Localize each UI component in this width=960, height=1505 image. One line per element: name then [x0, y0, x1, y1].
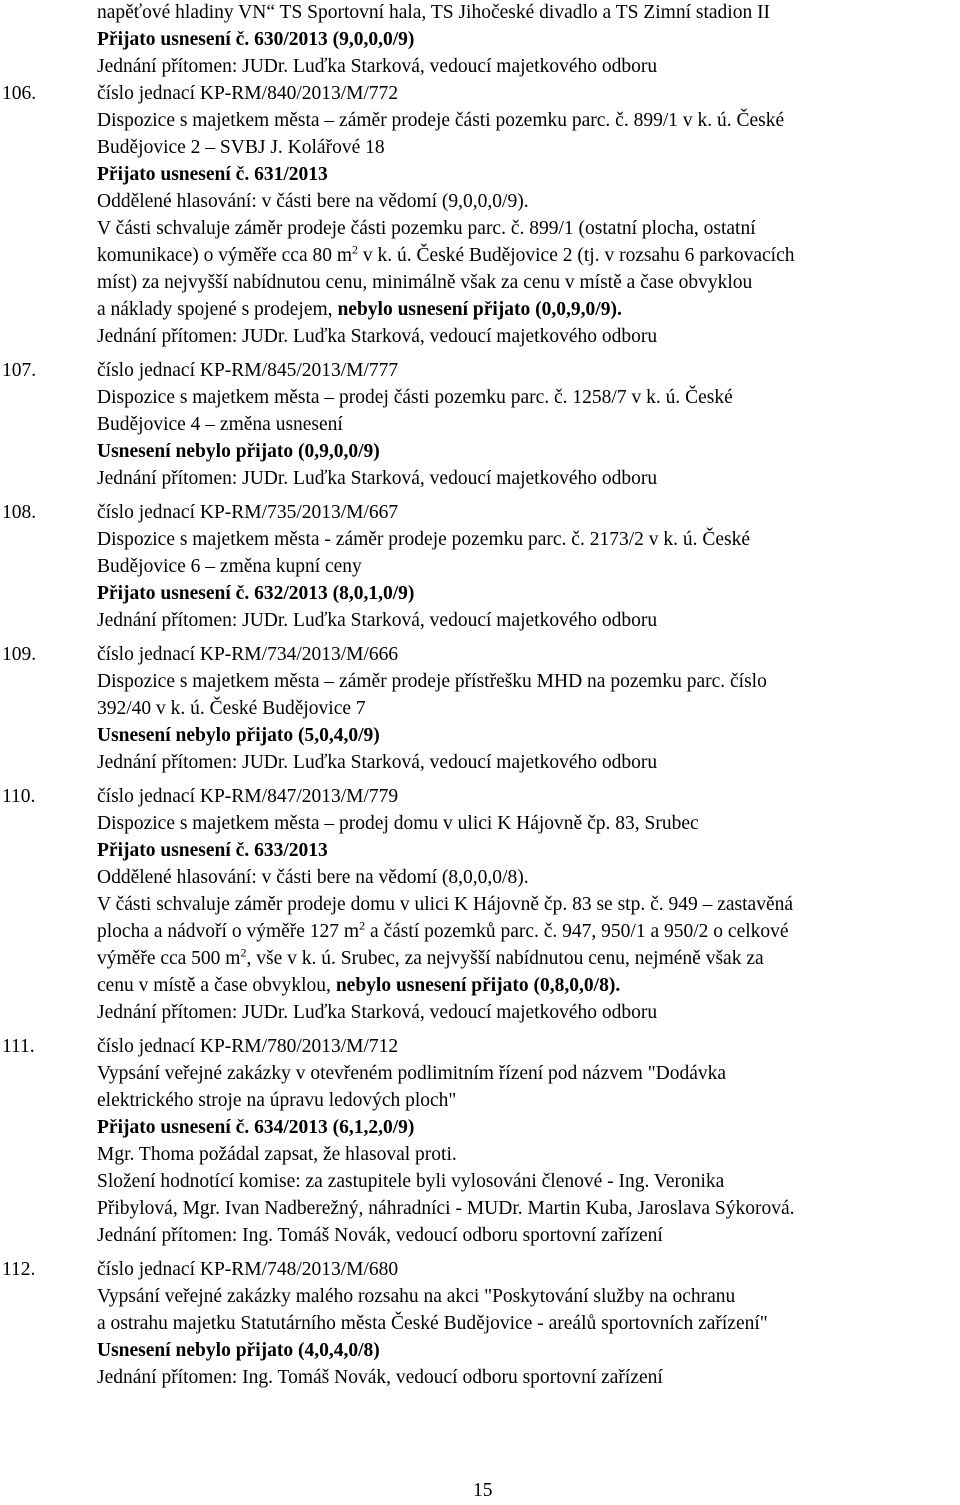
- item-title-line: elektrického stroje na úpravu ledových ploch": [97, 1090, 457, 1111]
- resolution-text: Přijato usnesení č. 630/2013 (9,0,0,0/9): [97, 29, 415, 50]
- present-text: Jednání přítomen: JUDr. Luďka Starková, vedoucí majetkového odboru: [97, 326, 658, 347]
- item-number: 110.: [2, 786, 36, 807]
- item-number: 112.: [2, 1259, 36, 1280]
- resolution-inline: nebylo usnesení přijato (0,8,0,0/8).: [335, 975, 621, 996]
- present-text: Jednání přítomen: Ing. Tomáš Novák, vedoucí odboru sportovní zařízení: [97, 1225, 663, 1246]
- page-number: 15: [473, 1480, 493, 1501]
- item-ref: číslo jednací KP-RM/780/2013/M/712: [97, 1036, 399, 1057]
- item-title-line: Budějovice 6 – změna kupní ceny: [97, 556, 362, 577]
- item-ref: číslo jednací KP-RM/748/2013/M/680: [97, 1259, 399, 1280]
- resolution-text: Usnesení nebylo přijato (4,0,4,0/8): [97, 1340, 380, 1361]
- item-ref: číslo jednací KP-RM/840/2013/M/772: [97, 83, 399, 104]
- resolution-text: Přijato usnesení č. 631/2013: [97, 164, 328, 185]
- present-text: Jednání přítomen: JUDr. Luďka Starková, vedoucí majetkového odboru: [97, 468, 658, 489]
- detail-text: komunikace) o výměře cca 80 m: [97, 245, 353, 266]
- item-title-line: Dispozice s majetkem města - záměr prodeje pozemku parc. č. 2173/2 v k. ú. České: [97, 529, 751, 550]
- present-text: Jednání přítomen: JUDr. Luďka Starková, vedoucí majetkového odboru: [97, 610, 658, 631]
- detail-text: výměře cca 500 m: [97, 948, 241, 969]
- superscript: 2: [359, 918, 366, 933]
- item-title-line: Dispozice s majetkem města – záměr prodeje přístřešku MHD na pozemku parc. číslo: [97, 671, 767, 692]
- present-text: Jednání přítomen: Ing. Tomáš Novák, vedoucí odboru sportovní zařízení: [97, 1367, 663, 1388]
- detail-line: [97, 919, 789, 946]
- resolution-text: Usnesení nebylo přijato (5,0,4,0/9): [97, 725, 380, 746]
- intro-line: napěťové hladiny VN“ TS Sportovní hala, TS Jihočeské divadlo a TS Zimní stadion II: [97, 2, 771, 23]
- vote-line: Oddělené hlasování: v části bere na vědomí (9,0,0,0/9).: [97, 191, 529, 212]
- item-ref: číslo jednací KP-RM/734/2013/M/666: [97, 644, 399, 665]
- superscript: 2: [352, 242, 359, 257]
- item-title-line: Dispozice s majetkem města – prodej části pozemku parc. č. 1258/7 v k. ú. České: [97, 387, 733, 408]
- vote-line: Oddělené hlasování: v části bere na vědomí (8,0,0,0/8).: [97, 867, 529, 888]
- item-title-line: Dispozice s majetkem města – prodej domu v ulici K Hájovně čp. 83, Srubec: [97, 813, 699, 834]
- item-title-line: Vypsání veřejné zakázky v otevřeném podlimitním řízení pod názvem "Dodávka: [97, 1063, 727, 1084]
- resolution-inline: nebylo usnesení přijato (0,0,9,0/9).: [337, 299, 622, 320]
- detail-line: [97, 243, 795, 270]
- detail-line: [97, 973, 620, 1000]
- note-line: Složení hodnotící komise: za zastupitele byli vylosováni členové - Ing. Veronika: [97, 1171, 725, 1192]
- resolution-text: Usnesení nebylo přijato (0,9,0,0/9): [97, 441, 380, 462]
- item-title-line: 392/40 v k. ú. České Budějovice 7: [97, 698, 366, 719]
- detail-text: a náklady spojené s prodejem,: [97, 299, 338, 320]
- detail-text: , vše v k. ú. Srubec, za nejvyšší nabídnutou cenu, nejméně však za: [246, 948, 764, 969]
- item-title-line: Budějovice 4 – změna usnesení: [97, 414, 343, 435]
- detail-text: plocha a nádvoří o výměře 127 m: [97, 921, 360, 942]
- item-number: 109.: [2, 644, 37, 665]
- detail-text: cenu v místě a čase obvyklou,: [97, 975, 336, 996]
- item-title-line: Budějovice 2 – SVBJ J. Kolářové 18: [97, 137, 385, 158]
- item-title-line: Dispozice s majetkem města – záměr prodeje části pozemku parc. č. 899/1 v k. ú. České: [97, 110, 785, 131]
- note-line: Přibylová, Mgr. Ivan Nadberežný, náhradníci - MUDr. Martin Kuba, Jaroslava Sýkorová.: [97, 1198, 795, 1219]
- detail-text: a částí pozemků parc. č. 947, 950/1 a 950/2 o celkové: [365, 921, 789, 942]
- superscript: 2: [240, 945, 247, 960]
- detail-line: [97, 946, 764, 973]
- present-text: Jednání přítomen: JUDr. Luďka Starková, vedoucí majetkového odboru: [97, 752, 658, 773]
- item-title-line: Vypsání veřejné zakázky malého rozsahu na akci "Poskytování služby na ochranu: [97, 1286, 736, 1307]
- detail-line: V části schvaluje záměr prodeje části pozemku parc. č. 899/1 (ostatní plocha, ostatní: [97, 218, 756, 239]
- item-number: 111.: [2, 1036, 35, 1057]
- present-text: Jednání přítomen: JUDr. Luďka Starková, vedoucí majetkového odboru: [97, 1002, 658, 1023]
- note-line: Mgr. Thoma požádal zapsat, že hlasoval proti.: [97, 1144, 457, 1165]
- detail-text: v k. ú. České Budějovice 2 (tj. v rozsahu 6 parkovacích: [362, 245, 795, 266]
- item-title-line: a ostrahu majetku Statutárního města České Budějovice - areálů sportovních zařízení": [97, 1313, 768, 1334]
- detail-line: míst) za nejvyšší nabídnutou cenu, minimálně však za cenu v místě a čase obvyklou: [97, 272, 753, 293]
- item-number: 108.: [2, 502, 37, 523]
- item-ref: číslo jednací KP-RM/735/2013/M/667: [97, 502, 399, 523]
- present-text: Jednání přítomen: JUDr. Luďka Starková, vedoucí majetkového odboru: [97, 56, 658, 77]
- detail-line: V části schvaluje záměr prodeje domu v ulici K Hájovně čp. 83 se stp. č. 949 – zastavěná: [97, 894, 794, 915]
- resolution-text: Přijato usnesení č. 632/2013 (8,0,1,0/9): [97, 583, 415, 604]
- item-ref: číslo jednací KP-RM/845/2013/M/777: [97, 360, 399, 381]
- resolution-text: Přijato usnesení č. 634/2013 (6,1,2,0/9): [97, 1117, 415, 1138]
- item-ref: číslo jednací KP-RM/847/2013/M/779: [97, 786, 399, 807]
- detail-line: [97, 297, 622, 324]
- item-number: 107.: [2, 360, 37, 381]
- item-number: 106.: [2, 83, 37, 104]
- resolution-text: Přijato usnesení č. 633/2013: [97, 840, 328, 861]
